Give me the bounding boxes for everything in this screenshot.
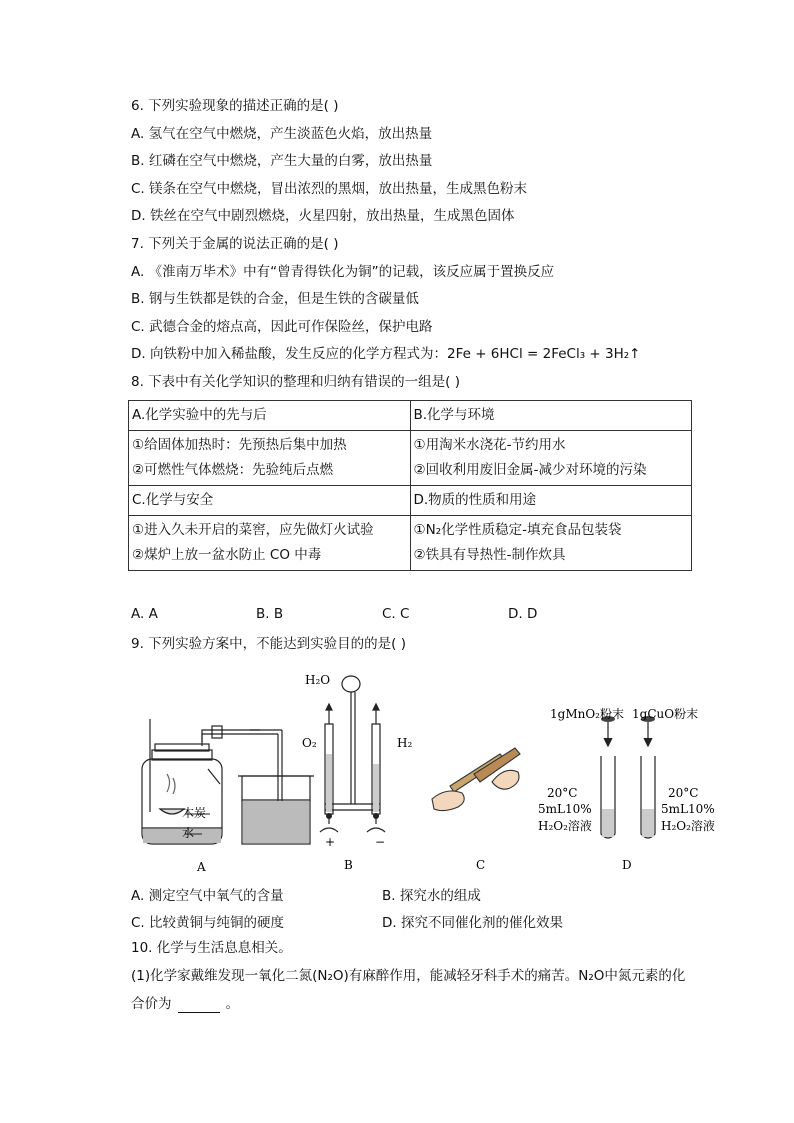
cell-a-body	[129, 431, 411, 486]
q10-stem: 10. 化学与生活息息相关。	[131, 940, 292, 956]
q6-option-b: B. 红磷在空气中燃烧，产生大量的白雾，放出热量	[131, 153, 433, 169]
q10-part1-suffix: 。	[225, 996, 239, 1012]
q9-option-d: D. 探究不同催化剂的催化效果	[382, 915, 563, 931]
label-sol2: H₂O₂溶液	[661, 819, 715, 833]
q7-option-c: C. 武德合金的熔点高，因此可作保险丝，保护电路	[131, 319, 433, 335]
figure-c-label: C	[476, 858, 486, 872]
label-temp1: 20°C	[547, 786, 578, 800]
cell-c-line1: ①进入久未开启的菜窖，应先做灯火试验	[132, 522, 374, 538]
label-minus: −	[375, 835, 386, 849]
label-vol1: 5mL10%	[538, 802, 592, 816]
q9-stem: 9. 下列实验方案中，不能达到实验目的的是( )	[131, 636, 406, 652]
q7-option-a: A. 《淮南万毕术》中有“曾青得铁化为铜”的记载，该反应属于置换反应	[131, 264, 555, 280]
answer-blank[interactable]	[178, 998, 220, 1013]
q9-option-a: A. 测定空气中氧气的含量	[131, 888, 284, 904]
q7-stem: 7. 下列关于金属的说法正确的是( )	[131, 236, 339, 252]
q8-option-a: A. A	[131, 606, 158, 622]
label-temp2: 20°C	[668, 786, 699, 800]
q6-option-c: C. 镁条在空气中燃烧，冒出浓烈的黑烟，放出热量，生成黑色粉末	[131, 181, 528, 197]
label-water: 水	[182, 826, 195, 840]
q6-stem: 6. 下列实验现象的描述正确的是( )	[131, 98, 339, 114]
cell-d-line2: ②铁具有导热性-制作炊具	[413, 547, 566, 563]
knowledge-table	[128, 400, 692, 571]
cell-b-line2: ②回收利用废旧金属-减少对环境的污染	[413, 462, 647, 478]
figure-b-label: B	[344, 858, 353, 872]
label-sol1: H₂O₂溶液	[538, 819, 592, 833]
q6-option-d: D. 铁丝在空气中剧烈燃烧，火星四射，放出热量，生成黑色固体	[131, 208, 515, 224]
q10-part1-line1: (1)化学家戴维发现一氧化二氮(N₂O)有麻醉作用，能减轻牙科手术的痛苦。N₂O中氮元素的化	[131, 968, 686, 984]
cell-d-line1: ①N₂化学性质稳定-填充食品包装袋	[413, 522, 622, 538]
q9-option-c: C. 比较黄铜与纯铜的硬度	[131, 915, 285, 931]
q10-part1-prefix: 合价为	[131, 996, 172, 1012]
cell-d-head: D.物质的性质和用途	[410, 486, 692, 516]
label-o2: O₂	[302, 736, 317, 750]
label-cuo: 1gCuO粉末	[632, 707, 699, 721]
experiment-figures	[120, 664, 730, 879]
q9-option-b: B. 探究水的组成	[382, 888, 481, 904]
label-vol2: 5mL10%	[661, 802, 715, 816]
cell-b-line1: ①用淘米水浇花-节约用水	[413, 437, 566, 453]
cell-a-line2: ②可燃性气体燃烧：先验纯后点燃	[132, 462, 334, 478]
figure-d-label: D	[622, 858, 632, 872]
cell-c-head: C.化学与安全	[129, 486, 411, 516]
label-plus: +	[325, 835, 336, 849]
q7-option-b: B. 钢与生铁都是铁的合金，但是生铁的含碳量低	[131, 291, 419, 307]
label-charcoal: 木炭	[182, 806, 207, 820]
cell-d-body	[410, 516, 692, 571]
label-mno2: 1gMnO₂粉末	[550, 707, 624, 721]
q8-option-b: B. B	[256, 606, 284, 622]
cell-b-head: B.化学与环境	[410, 401, 692, 431]
q7-option-d: D. 向铁粉中加入稀盐酸，发生反应的化学方程式为：2Fe + 6HCl = 2FeCl₃ + 3H₂↑	[131, 346, 641, 362]
figure-c-apparatus	[432, 748, 520, 811]
label-h2: H₂	[397, 736, 413, 750]
q8-option-d: D. D	[508, 606, 538, 622]
cell-c-line2: ②煤炉上放一盆水防止 CO 中毒	[132, 547, 322, 563]
q6-option-a: A. 氢气在空气中燃烧，产生淡蓝色火焰，放出热量	[131, 126, 433, 142]
cell-b-body	[410, 431, 692, 486]
q8-option-c: C. C	[382, 606, 410, 622]
figure-a-label: A	[197, 860, 206, 874]
q8-stem: 8. 下表中有关化学知识的整理和归纳有错误的一组是( )	[131, 374, 460, 390]
cell-a-head: A.化学实验中的先与后	[129, 401, 411, 431]
q10-part1-line2	[131, 995, 239, 1013]
cell-c-body	[129, 516, 411, 571]
cell-a-line1: ①给固体加热时：先预热后集中加热	[132, 437, 347, 453]
label-h2o: H₂O	[305, 673, 331, 687]
